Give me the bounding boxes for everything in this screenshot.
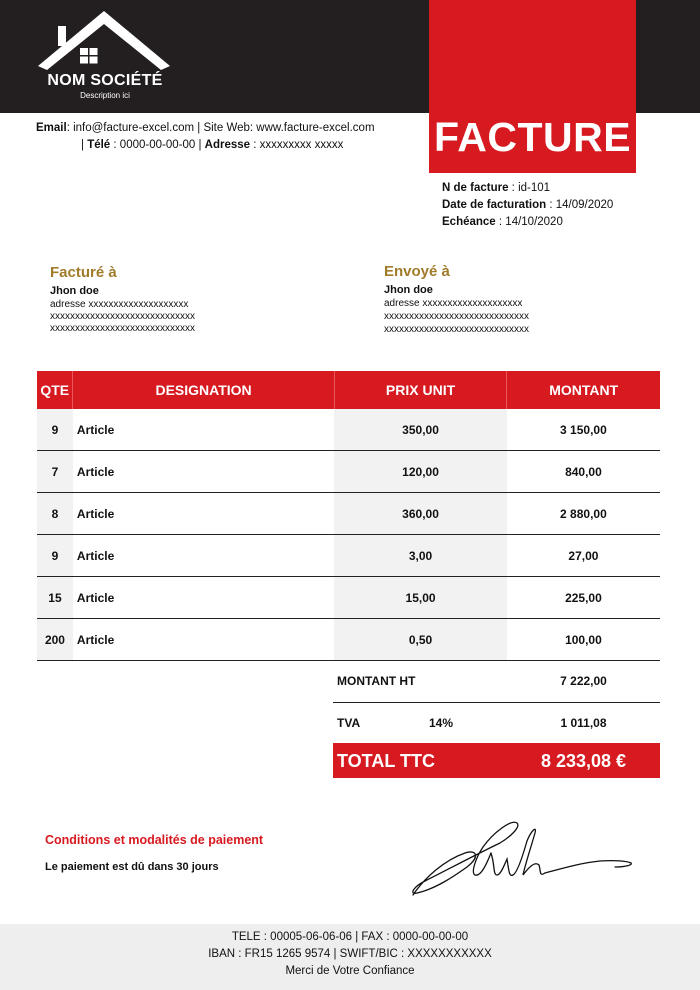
row-qty: 200 bbox=[37, 619, 73, 661]
row-amount: 100,00 bbox=[507, 619, 660, 661]
address-value: xxxxxxxxx xxxxx bbox=[259, 139, 344, 151]
row-designation: Article bbox=[73, 577, 334, 619]
shipped-to-line: adresse xxxxxxxxxxxxxxxxxxxx bbox=[384, 298, 523, 309]
row-qty: 7 bbox=[37, 451, 73, 493]
items-table bbox=[37, 371, 660, 661]
footer-thanks: Merci de Votre Confiance bbox=[285, 965, 415, 977]
total-row bbox=[333, 743, 660, 778]
header-amount: MONTANT bbox=[507, 371, 660, 409]
conditions-text: Le paiement est dû dans 30 jours bbox=[45, 861, 219, 873]
table-row bbox=[37, 577, 660, 619]
header-unit-price: PRIX UNIT bbox=[334, 371, 507, 409]
invoice-number: N de facture : id-101 bbox=[442, 182, 551, 194]
row-unit-price: 360,00 bbox=[334, 493, 507, 535]
tel-value: 0000-00-00-00 bbox=[119, 139, 196, 151]
billed-to-line: xxxxxxxxxxxxxxxxxxxxxxxxxxxxx bbox=[50, 323, 195, 334]
company-description: Description ici bbox=[80, 91, 130, 100]
billed-to-heading: Facturé à bbox=[50, 264, 117, 281]
footer-contact-line: TELE : 00005-06-06-06 | FAX : 0000-00-00-00 bbox=[231, 931, 469, 943]
conditions-title: Conditions et modalités de paiement bbox=[45, 833, 264, 847]
shipped-to-name: Jhon doe bbox=[384, 284, 433, 296]
table-header-row bbox=[37, 371, 660, 409]
email-label: Email bbox=[36, 122, 67, 134]
row-amount: 27,00 bbox=[507, 535, 660, 577]
row-unit-price: 0,50 bbox=[334, 619, 507, 661]
contact-line-tel-address: | Télé : 0000-00-00-00 | Adresse : xxxxxxxxx xxxxx bbox=[81, 139, 344, 151]
subtotal-label: MONTANT HT bbox=[337, 674, 416, 688]
total-value: 8 233,08 € bbox=[540, 751, 627, 771]
table-row bbox=[37, 451, 660, 493]
signature-image bbox=[405, 815, 640, 905]
subtotal-row bbox=[333, 661, 660, 703]
row-designation: Article bbox=[73, 619, 334, 661]
row-amount: 225,00 bbox=[507, 577, 660, 619]
table-row bbox=[37, 535, 660, 577]
row-amount: 3 150,00 bbox=[507, 409, 660, 451]
footer-bank-line: IBAN : FR15 1265 9574 | SWIFT/BIC : XXXXXXXXXXX bbox=[208, 948, 492, 960]
tax-row bbox=[333, 703, 660, 745]
row-qty: 9 bbox=[37, 535, 73, 577]
invoice-date: Date de facturation : 14/09/2020 bbox=[442, 199, 614, 211]
billed-to-line: xxxxxxxxxxxxxxxxxxxxxxxxxxxxx bbox=[50, 311, 195, 322]
shipped-to-line: xxxxxxxxxxxxxxxxxxxxxxxxxxxxx bbox=[384, 324, 529, 335]
shipped-to-heading: Envoyé à bbox=[384, 263, 450, 280]
billed-to-line: adresse xxxxxxxxxxxxxxxxxxxx bbox=[50, 299, 189, 310]
address-label: Adresse bbox=[204, 139, 251, 151]
table-row bbox=[37, 493, 660, 535]
row-designation: Article bbox=[73, 535, 334, 577]
subtotal-value: 7 222,00 bbox=[560, 674, 607, 688]
house-icon bbox=[34, 8, 174, 78]
row-qty: 9 bbox=[37, 409, 73, 451]
header-qty: QTE bbox=[37, 371, 73, 409]
row-unit-price: 15,00 bbox=[334, 577, 507, 619]
site-value: www.facture-excel.com bbox=[256, 122, 375, 134]
tel-label: Télé bbox=[87, 139, 111, 151]
row-designation: Article bbox=[73, 451, 334, 493]
row-unit-price: 3,00 bbox=[334, 535, 507, 577]
invoice-due-value: 14/10/2020 bbox=[505, 216, 563, 228]
invoice-number-label: N de facture bbox=[442, 182, 509, 194]
email-value: info@facture-excel.com bbox=[73, 122, 195, 134]
row-amount: 2 880,00 bbox=[507, 493, 660, 535]
row-qty: 8 bbox=[37, 493, 73, 535]
site-label: Site Web bbox=[203, 122, 250, 134]
row-qty: 15 bbox=[37, 577, 73, 619]
invoice-due-label: Echéance bbox=[442, 216, 496, 228]
tax-value: 1 011,08 bbox=[560, 716, 607, 730]
row-unit-price: 350,00 bbox=[334, 409, 507, 451]
row-unit-price: 120,00 bbox=[334, 451, 507, 493]
table-row bbox=[37, 619, 660, 661]
invoice-number-value: id-101 bbox=[518, 182, 551, 194]
document-title: FACTURE bbox=[433, 114, 632, 160]
billed-to-name: Jhon doe bbox=[50, 285, 99, 297]
header-designation: DESIGNATION bbox=[73, 371, 334, 409]
billed-to-block bbox=[50, 264, 195, 334]
table-row bbox=[37, 409, 660, 451]
shipped-to-block bbox=[384, 263, 529, 335]
invoice-date-value: 14/09/2020 bbox=[555, 199, 614, 211]
tax-rate: 14% bbox=[429, 716, 454, 730]
invoice-date-label: Date de facturation bbox=[442, 199, 547, 211]
shipped-to-line: xxxxxxxxxxxxxxxxxxxxxxxxxxxxx bbox=[384, 311, 529, 322]
invoice-due: Echéance : 14/10/2020 bbox=[442, 216, 563, 228]
row-designation: Article bbox=[73, 493, 334, 535]
tax-label: TVA bbox=[337, 716, 361, 730]
company-name: NOM SOCIÉTÉ bbox=[47, 72, 163, 89]
contact-line-email-site: Email: info@facture-excel.com | Site Web: www.facture-excel.com bbox=[36, 122, 375, 134]
row-designation: Article bbox=[73, 409, 334, 451]
total-label: TOTAL TTC bbox=[337, 751, 435, 771]
row-amount: 840,00 bbox=[507, 451, 660, 493]
